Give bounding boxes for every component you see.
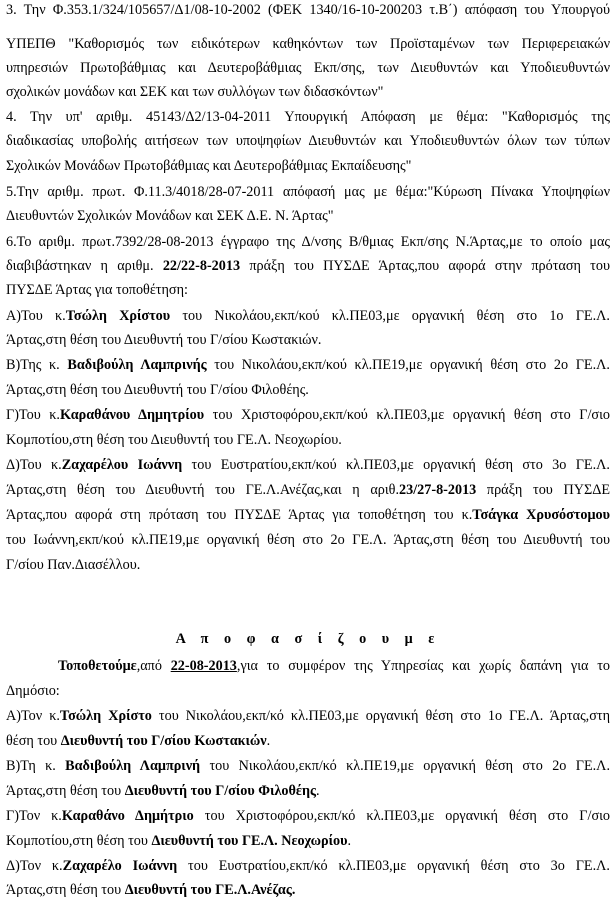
decision-name-zacharelos: Ζαχαρέλο Ιωάννη [62, 858, 178, 874]
paragraph-3-line-3: υπηρεσιών Πρωτοβάθμιας και Δευτεροβάθμιας Εκπ/σης, των Διευθυντών και Υποδιευθυντών [6, 60, 610, 76]
proposal-b-line-2: Άρτας,στη θέση του Διευθυντή του Γ/σίου Φιλοθέης. [6, 382, 309, 398]
decision-a-line-2: θέση του Διευθυντή του Γ/σίου Κωστακιών. [6, 733, 271, 749]
proposal-a-line-2: Άρτας,στη θέση του Διευθυντή του Γ/σίου Κωστακιών. [6, 332, 322, 348]
proposal-d-line-2: Άρτας,στη θέση του Διευθυντή του ΓΕ.Λ.Ανέζας,και η αριθ.23/27-8-2013 πράξη του ΠΥΣΔΕ [6, 482, 611, 498]
name-tsagkas: Τσάγκα Χρυσόστομου [472, 507, 610, 523]
paragraph-6-line-2: διαβιβάστηκαν η αριθμ. 22/22-8-2013 πράξη του ΠΥΣΔΕ Άρτας,που αφορά στην πρόταση του [6, 258, 610, 274]
paragraph-4-line-3: Σχολικών Μονάδων Πρωτοβάθμιας και Δευτεροβάθμιας Εκπαίδευσης" [6, 158, 412, 174]
decision-d-line-1: Δ)Τον κ.Ζαχαρέλο Ιωάννη του Ευστρατίου,εκπ/κό κλ.ΠΕ03,με οργανική θέση στο 3ο ΓΕ.Λ. [6, 858, 610, 874]
decision-heading: Α π ο φ α σ ί ζ ο υ μ ε [175, 631, 441, 647]
name-tsolis: Τσώλη Χρίστου [65, 308, 171, 324]
act-number-23: 23/27-8-2013 [399, 482, 477, 498]
paragraph-3-line-4: σχολικών μονάδων και ΣΕΚ και των συλλόγων των διδασκόντων" [6, 84, 384, 100]
act-number-22: 22/22-8-2013 [162, 258, 241, 274]
decision-a-line-1: Α)Τον κ.Τσώλη Χρίστο του Νικολάου,εκπ/κό κλ.ΠΕ03,με οργανική θέση στο 1ο ΓΕ.Λ. Άρτας,στη [6, 708, 611, 724]
decision-intro-line-2: Δημόσιο: [6, 683, 60, 699]
name-vadivouli: Βαδιβούλη Λαμπρινής [67, 357, 207, 373]
proposal-b-line-1: Β)Της κ. Βαδιβούλη Λαμπρινής του Νικολάου,εκπ/κού κλ.ΠΕ19,με οργανική θέση στο 2ο ΓΕ.Λ. [6, 357, 610, 373]
paragraph-5-line-2: Διευθυντών Σχολικών Μονάδων και ΣΕΚ Δ.Ε. Ν. Άρτας" [6, 208, 334, 224]
decision-b-line-1: Β)Τη κ. Βαδιβούλη Λαμπρινή του Νικολάου,εκπ/κό κλ.ΠΕ19,με οργανική θέση στο 2ο ΓΕ.Λ. [6, 758, 610, 774]
name-karathanos: Καραθάνου Δημητρίου [59, 407, 205, 423]
decision-name-vadivouli: Βαδιβούλη Λαμπρινή [65, 758, 201, 774]
decision-name-tsolis: Τσώλη Χρίστο [59, 708, 152, 724]
proposal-c-line-2: Κομποτίου,στη θέση του Διευθυντή του ΓΕ.Λ. Νεοχωρίου. [6, 432, 342, 448]
proposal-c-line-1: Γ)Του κ.Καραθάνου Δημητρίου του Χριστοφόρου,εκπ/κού κλ.ΠΕ03,με οργανική θέση στο Γ/σιο [6, 407, 610, 423]
decision-name-karathanos: Καραθάνο Δημήτριο [61, 808, 194, 824]
paragraph-6-line-3: ΠΥΣΔΕ Άρτας για τοποθέτηση: [6, 282, 188, 298]
decision-b-line-2: Άρτας,στη θέση του Διευθυντή του Γ/σίου Φιλοθέης. [6, 783, 320, 799]
paragraph-4-line-2: διαδικασίας υποβολής αιτήσεων των υποψηφίων Διευθυντών και Υποδιευθυντών όλων των τύπων [6, 133, 610, 149]
paragraph-3-line-2: ΥΠΕΠΘ "Καθορισμός των ειδικότερων καθηκόντων των Προϊσταμένων των Περιφερειακών [6, 36, 610, 52]
decision-d-line-2: Άρτας,στη θέση του Διευθυντή του ΓΕ.Λ.Ανέζας. [6, 882, 296, 898]
paragraph-5-line-1: 5.Την αριθμ. πρωτ. Φ.11.3/4018/28-07-2011 απόφασή μας με θέμα:"Κύρωση Πίνακα Υποψηφίων [6, 184, 610, 200]
proposal-a-line-1: Α)Του κ.Τσώλη Χρίστου του Νικολάου,εκπ/κού κλ.ΠΕ03,με οργανική θέση στο 1ο ΓΕ.Λ. [6, 308, 610, 324]
decision-intro-line-1: Τοποθετούμε,από 22-08-2013,για το συμφέρον της Υπηρεσίας και χωρίς δαπάνη για το [58, 658, 610, 674]
decision-c-line-1: Γ)Τον κ.Καραθάνο Δημήτριο του Χριστοφόρου,εκπ/κό κλ.ΠΕ03,με οργανική θέση στο Γ/σιο [6, 808, 610, 824]
proposal-d-line-5: Γ/σίου Παν.Διασέλλου. [6, 557, 141, 573]
paragraph-4-line-1: 4. Την υπ' αριθμ. 45143/Δ2/13-04-2011 Υπουργική Απόφαση με θέμα: "Καθορισμός της [6, 109, 610, 125]
decision-date: 22-08-2013 [170, 658, 237, 674]
paragraph-6-line-1: 6.Το αριθμ. πρωτ.7392/28-08-2013 έγγραφο της Δ/νσης Β/θμιας Εκπ/σης Ν.Άρτας,με το οποίο μας [6, 234, 610, 250]
proposal-d-line-1: Δ)Του κ.Ζαχαρέλου Ιωάννη του Ευστρατίου,εκπ/κού κλ.ΠΕ03,με οργανική θέση στο 3ο ΓΕ.Λ. [6, 457, 610, 473]
proposal-d-line-3: Άρτας,που αφορά στη πρόταση του ΠΥΣΔΕ Άρτας για τοποθέτηση του κ.Τσάγκα Χρυσόστομου [6, 507, 610, 523]
proposal-d-line-4: του Ιωάννη,εκπ/κού κλ.ΠΕ19,με οργανική θέση στο 2ο ΓΕ.Λ. Άρτας,στη θέση του Διευθυντή του [6, 532, 610, 548]
decision-c-line-2: Κομποτίου,στη θέση του Διευθυντή του ΓΕ.Λ. Νεοχωρίου. [6, 833, 351, 849]
name-zacharelos: Ζαχαρέλου Ιωάννη [61, 457, 183, 473]
paragraph-3-line-1: 3. Την Φ.353.1/324/105657/Δ1/08-10-2002 (ΦΕΚ 1340/16-10-200203 τ.Β΄) απόφαση του Υπουργού [6, 2, 610, 18]
